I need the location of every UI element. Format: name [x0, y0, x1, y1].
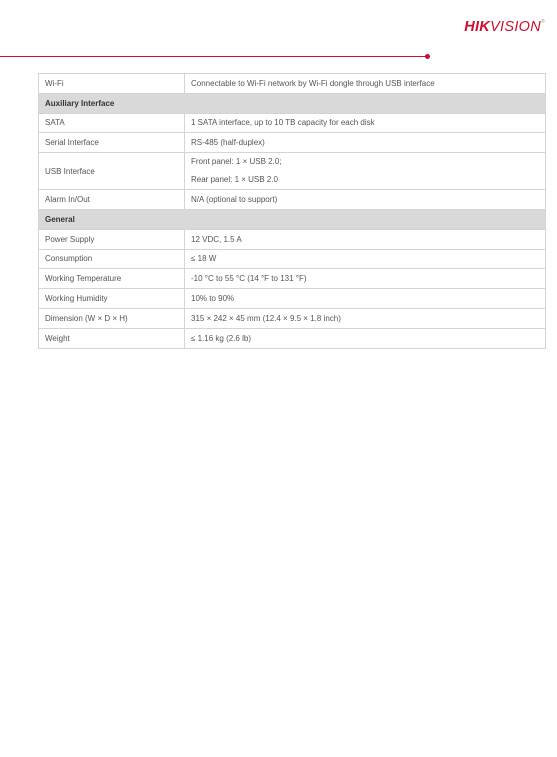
spec-row [39, 289, 546, 309]
spec-row [39, 153, 546, 190]
spec-label: Working Humidity [39, 289, 185, 309]
spec-row [39, 328, 546, 348]
spec-label: Serial Interface [39, 133, 185, 153]
spec-value-line: Front panel: 1 × USB 2.0; [191, 157, 282, 167]
section-header-row [39, 93, 546, 113]
spec-row [39, 308, 546, 328]
spec-row [39, 249, 546, 269]
spec-value: ≤ 1.16 kg (2.6 lb) [185, 328, 546, 348]
logo-light-text: VISION [490, 19, 542, 35]
spec-label: Weight [39, 328, 185, 348]
spec-value: RS-485 (half-duplex) [185, 133, 546, 153]
specification-table-body [39, 74, 546, 349]
spec-row [39, 190, 546, 210]
spec-row [39, 113, 546, 133]
logo-bold-text: HIK [464, 19, 491, 35]
spec-value [185, 153, 546, 190]
section-title: General [39, 209, 546, 229]
spec-value: ≤ 18 W [185, 249, 546, 269]
spec-label: Power Supply [39, 229, 185, 249]
spec-row [39, 269, 546, 289]
header-divider-dot [425, 54, 430, 59]
spec-label: Wi-Fi [39, 74, 185, 94]
spec-row [39, 74, 546, 94]
header-divider [0, 56, 426, 57]
section-header-row [39, 209, 546, 229]
spec-row [39, 133, 546, 153]
spec-label: Dimension (W × D × H) [39, 308, 185, 328]
specification-table [38, 73, 546, 349]
spec-value-line: Rear panel: 1 × USB 2.0 [191, 175, 278, 185]
spec-value: Connectable to Wi-Fi network by Wi-Fi dongle through USB interface [185, 74, 546, 94]
trademark-symbol: ® [541, 19, 545, 25]
spec-label: Working Temperature [39, 269, 185, 289]
spec-value: N/A (optional to support) [185, 190, 546, 210]
spec-value: 10% to 90% [185, 289, 546, 309]
spec-value: 12 VDC, 1.5 A [185, 229, 546, 249]
spec-value: 315 × 242 × 45 mm (12.4 × 9.5 × 1.8 inch) [185, 308, 546, 328]
spec-label: USB Interface [39, 153, 185, 190]
spec-value: -10 °C to 55 °C (14 °F to 131 °F) [185, 269, 546, 289]
hikvision-logo [464, 19, 545, 35]
spec-label: SATA [39, 113, 185, 133]
spec-row [39, 229, 546, 249]
spec-label: Alarm In/Out [39, 190, 185, 210]
spec-label: Consumption [39, 249, 185, 269]
section-title: Auxiliary Interface [39, 93, 546, 113]
spec-value: 1 SATA interface, up to 10 TB capacity for each disk [185, 113, 546, 133]
